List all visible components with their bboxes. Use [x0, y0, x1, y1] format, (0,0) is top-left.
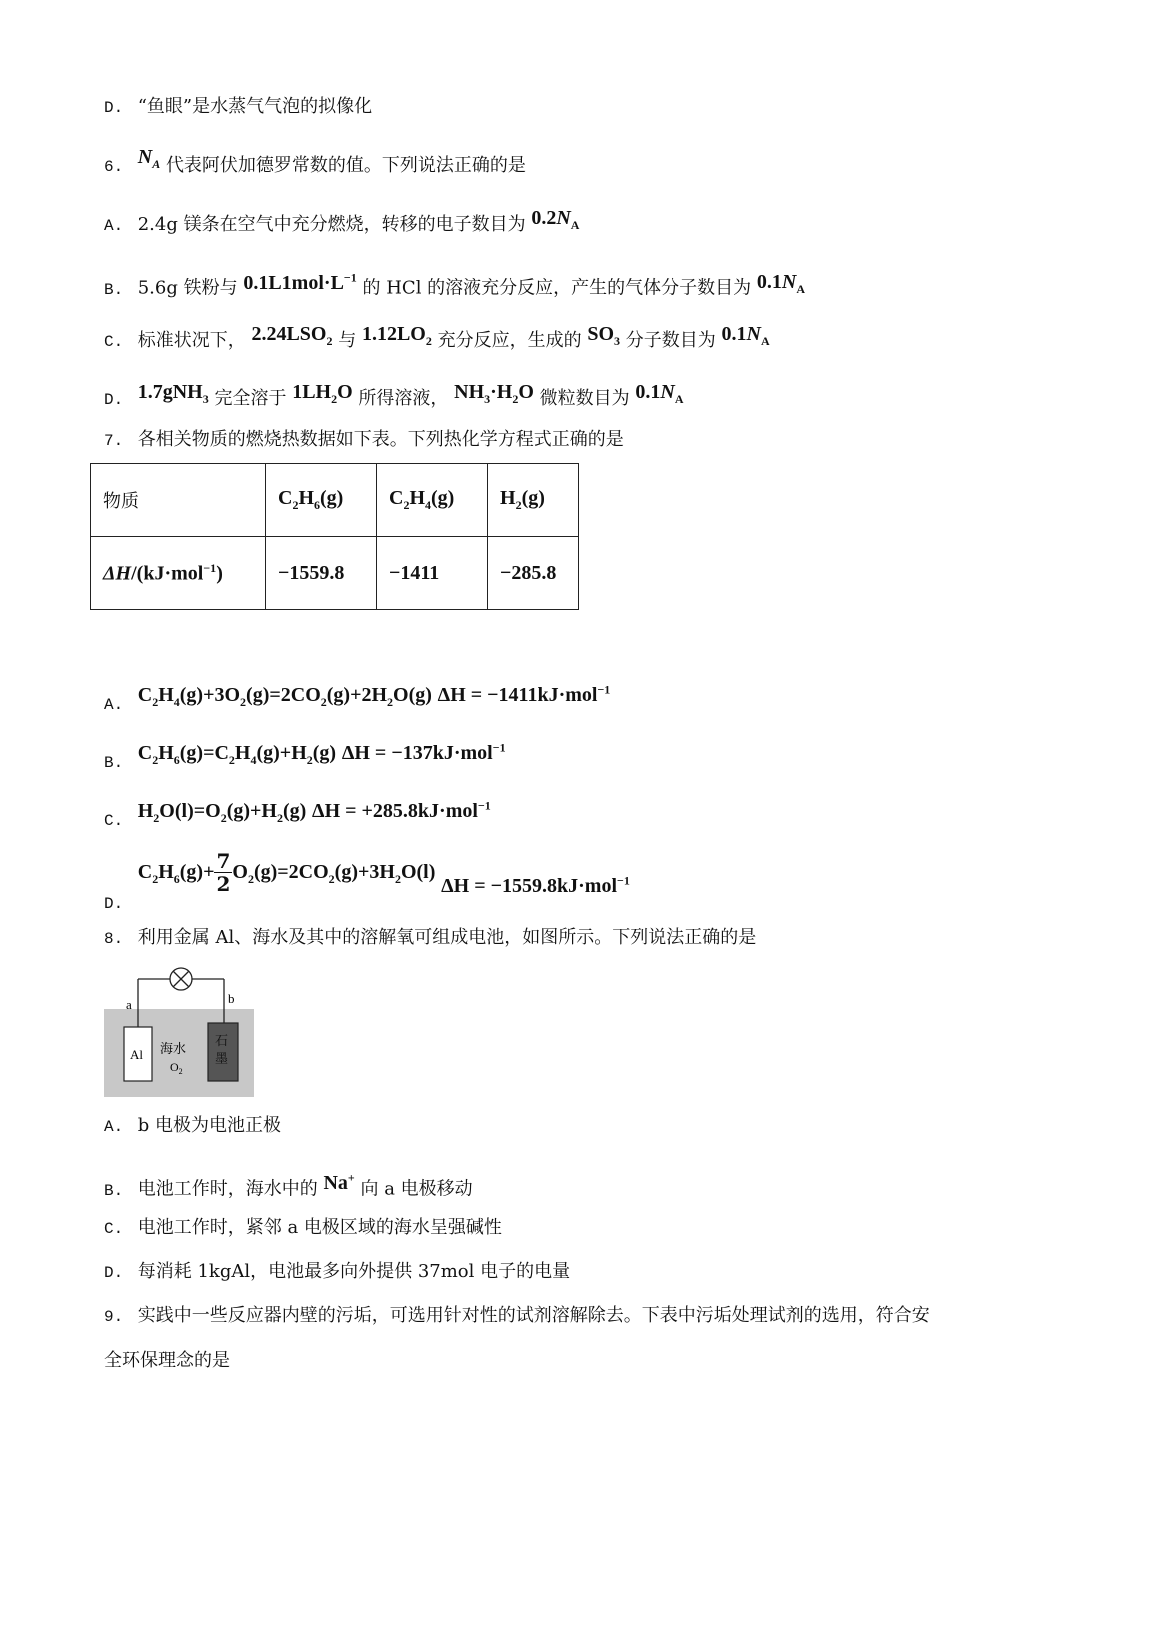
q7-option-a: A. $C_2H_4(g)+3O_2(g)=2CO_2(g)+2H_2O(g) \Delta H = -1411kJ\cdot mol^{-1}$ — [104, 682, 611, 714]
question-7: 7. 各相关物质的燃烧热数据如下表。下列热化学方程式正确的是 — [104, 429, 624, 450]
svg-text:海水: 海水 — [160, 1042, 187, 1057]
q5-option-d: D. “鱼眼”是水蒸气气泡的拟像化 — [104, 96, 373, 117]
q6-option-a: A. 2.4g 镁条在空气中充分燃烧，转移的电子数目为 $0.2N_A$ — [104, 207, 580, 235]
battery-figure — [100, 963, 260, 1103]
svg-text:O2: $O_2$ — [170, 1060, 183, 1076]
label-a: a — [126, 997, 132, 1012]
question-8: 8. 利用金属 Al、海水及其中的溶解氧可组成电池，如图所示。下列说法正确的是 — [104, 927, 757, 948]
svg-text:Al: Al — [130, 1047, 143, 1062]
q8-option-b: B. 电池工作时，海水中的 Na+ 向 a 电极移动 — [104, 1170, 473, 1200]
question-9: 9. 实践中一些反应器内壁的污垢，可选用针对性的试剂溶解除去。下表中污垢处理试剂的选用，符合安 — [104, 1305, 930, 1326]
table-row — [91, 537, 579, 610]
table-row-label: ΔH/(kJ·mol$^{-1}$) — [91, 537, 266, 610]
q6-option-d: D. 1.7gNH$_3$ 完全溶于 $1LH_2O$ 所得溶液， $NH_3\cdot H_2O$ 微粒数目为 $0.1N_A$ — [104, 381, 684, 409]
q7-option-d: D. $C_2H_6(g)+$ $\frac{7}{2}$ $O_2(g)=2CO_2(g)+3H_2O(l) \Delta H = -1559.8kJ\cdot mol^{-1}$ — [104, 849, 630, 913]
svg-text:石: 石 — [215, 1034, 229, 1049]
table-header-substance: 物质 — [91, 464, 266, 537]
table-cell: −285.8 — [488, 537, 579, 610]
q7-option-b: B. $C_2H_6(g)=C_2H_4(g)+H_2(g) \Delta H = -137kJ\cdot mol^{-1}$ — [104, 740, 506, 772]
q8-option-c: C. 电池工作时，紧邻 a 电极区域的海水呈强碱性 — [104, 1217, 502, 1238]
q8-option-a: A. b 电极为电池正极 — [104, 1115, 281, 1136]
q6-option-c: C. 标准状况下， $2.24LSO_2$ 与 $1.12LO_2$ 充分反应，生成的 $SO_3$ 分子数目为 $0.1N_A$ — [104, 323, 770, 351]
table-header-h2: $H_2(g)$ — [488, 464, 579, 537]
svg-text:墨: 墨 — [215, 1052, 229, 1067]
table-header-c2h6: $C_2H_6(g)$ — [266, 464, 377, 537]
table-cell: −1559.8 — [266, 537, 377, 610]
label-b: b — [228, 991, 235, 1006]
table-row — [91, 464, 579, 537]
q6-option-b: B. 5.6g 铁粉与 $0.1L1mol\cdot L^{-1}$ 的 HCl 的溶液充分反应，产生的气体分子数目为 $0.1N_A$ — [104, 270, 806, 299]
question-9-continued: 全环保理念的是 — [104, 1350, 230, 1371]
table-header-c2h4: $C_2H_4(g)$ — [377, 464, 488, 537]
table-cell: −1411 — [377, 537, 488, 610]
q7-option-c: C. $H_2O(l)=O_2(g)+H_2(g) \Delta H = +285.8kJ\cdot mol^{-1}$ — [104, 798, 491, 830]
question-6: 6. $N_A$ 代表阿伏加德罗常数的值。下列说法正确的是 — [104, 146, 526, 176]
combustion-heat-table — [90, 463, 579, 610]
q8-option-d: D. 每消耗 1kgAl，电池最多向外提供 37mol 电子的电量 — [104, 1261, 571, 1282]
